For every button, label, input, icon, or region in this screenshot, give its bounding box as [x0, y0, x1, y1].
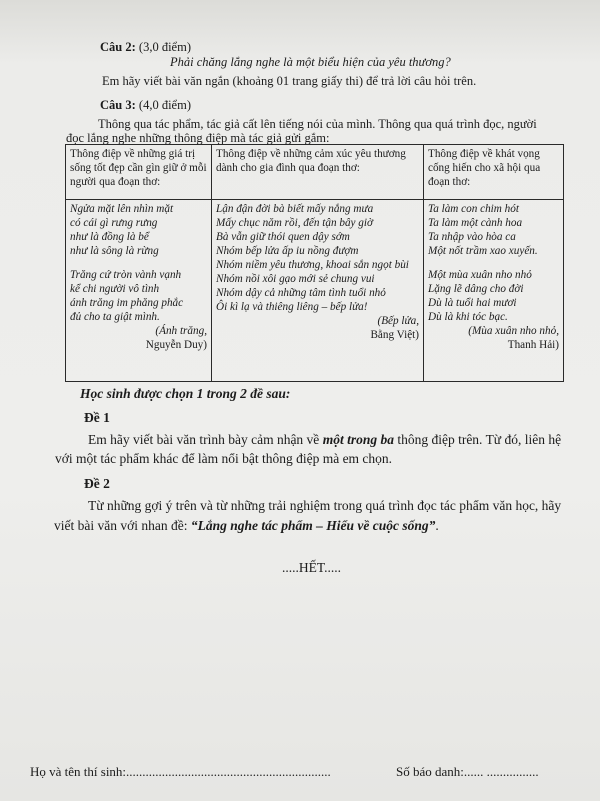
header-aspiration: Thông điệp về khát vọng cống hiến cho xã hội qua đoạn thơ: [424, 145, 564, 200]
end-marker: .....HẾT..... [282, 560, 341, 575]
poem-line: Ta làm một cành hoa [428, 217, 523, 230]
de-2-title: Đề 2 [84, 476, 110, 491]
table-row [66, 200, 564, 382]
poem-line: Nhóm nồi xôi gạo mới sẻ chung vui [216, 273, 375, 286]
question-2-points: (3,0 điểm) [138, 40, 191, 54]
de-1-text-a: Em hãy viết bài văn trình bày cảm nhận về [88, 432, 323, 447]
de-1-emphasis: một trong ba [322, 432, 394, 447]
poem-line: Dù là khi tóc bạc. [428, 311, 508, 324]
de-2-line-2 [54, 518, 439, 534]
de-2-text-c: . [435, 518, 439, 533]
poem-line: Bà vẫn giữ thói quen dậy sớm [216, 231, 350, 244]
poem-line: Dù là tuổi hai mươi [428, 297, 517, 310]
poem-author: Thanh Hải) [507, 339, 559, 352]
candidate-name-line [30, 764, 331, 780]
de-2-line-1: Từ những gợi ý trên và từ những trải nghiệm trong quá trình đọc tác phẩm văn học, hãy [88, 498, 562, 513]
poem-line: Lận đận đời bà biết mấy nắng mưa [216, 203, 374, 216]
question-3-intro-line-2: đọc lắng nghe những thông điệp mà tác giả gửi gắm: [66, 131, 330, 145]
poem-line: như là đồng là bể [70, 231, 149, 244]
mua-xuan-cell [424, 200, 564, 382]
candidate-name-dots: ............................................................... [126, 764, 331, 779]
poem-author: Nguyễn Duy) [145, 339, 207, 352]
question-3-title: Câu 3: [100, 98, 136, 112]
poem-source: (Mùa xuân nho nhỏ, [468, 325, 559, 338]
poem-line: kể chi người vô tình [70, 283, 160, 296]
choose-instruction: Học sinh được chọn 1 trong 2 đề sau: [80, 386, 291, 401]
poem-line: như là sông là rừng [70, 245, 159, 258]
question-2-header [100, 40, 191, 55]
poem-line: có cái gì rưng rưng [70, 217, 158, 230]
bep-lua-cell [212, 200, 424, 382]
header-values: Thông điệp về những giá trị sống tốt đẹp cần gìn giữ ở mỗi người qua đoạn thơ: [66, 145, 212, 200]
candidate-id-line [396, 764, 539, 780]
message-table [65, 144, 564, 382]
question-2-title: Câu 2: [100, 40, 136, 54]
de-1-line-1 [88, 432, 561, 448]
question-3-points: (4,0 điểm) [138, 98, 191, 112]
poem-line: đủ cho ta giật mình. [70, 311, 160, 324]
poem-line: Ôi kì lạ và thiêng liêng – bếp lửa! [216, 301, 368, 314]
table-header-row [66, 145, 564, 200]
poem-line: Nhóm bếp lửa ấp iu nồng đượm [216, 245, 359, 258]
poem-line: Một mùa xuân nho nhỏ [428, 269, 532, 282]
de-2-text-a: viết bài văn với nhan đề: [54, 518, 191, 533]
poem-line: Nhóm niềm yêu thương, khoai sắn ngọt bùi [216, 259, 409, 272]
question-3-header [100, 98, 191, 113]
anh-trang-cell [66, 200, 212, 382]
poem-line: Ta nhập vào hòa ca [428, 231, 516, 244]
de-2-title-quote: “Lắng nghe tác phẩm – Hiểu về cuộc sống” [190, 518, 436, 533]
header-family-love: Thông điệp về những cảm xúc yêu thương dành cho gia đình qua đoạn thơ: [212, 145, 424, 200]
question-2-prompt: Phải chăng lắng nghe là một biểu hiện của yêu thương? [170, 55, 451, 69]
poem-line: Trăng cứ tròn vành vạnh [70, 269, 182, 282]
poem-line: Ngửa mặt lên nhìn mặt [70, 203, 174, 216]
candidate-id-label: Số báo danh: [396, 764, 464, 779]
poem-line: Một nốt trầm xao xuyến. [428, 245, 538, 258]
question-3-intro-line-1: Thông qua tác phẩm, tác giả cất lên tiếng nói của mình. Thông qua quá trình đọc, người [98, 117, 537, 131]
poem-author: Bằng Việt) [370, 329, 419, 342]
question-2-instruction: Em hãy viết bài văn ngắn (khoảng 01 trang giấy thi) để trả lời câu hỏi trên. [102, 74, 477, 88]
poem-line: Lặng lẽ dâng cho đời [428, 283, 524, 296]
poem-source: (Bếp lửa, [377, 315, 419, 328]
candidate-name-label: Họ và tên thí sinh: [30, 764, 127, 779]
de-1-line-2: với một tác phẩm khác để làm nổi bật thông điệp mà em chọn. [55, 451, 393, 466]
candidate-id-dots: ...... ................ [463, 764, 539, 779]
de-1-text-c: thông điệp trên. Từ đó, liên hệ [393, 432, 562, 447]
de-1-title: Đề 1 [84, 410, 110, 425]
poem-line: ánh trăng im phăng phắc [70, 297, 184, 310]
poem-line: Ta làm con chim hót [428, 203, 519, 216]
poem-line: Mấy chục năm rồi, đến tận bây giờ [216, 217, 373, 230]
poem-source: (Ánh trăng, [155, 325, 207, 338]
poem-line: Nhóm dậy cả những tâm tình tuổi nhỏ [216, 287, 386, 300]
